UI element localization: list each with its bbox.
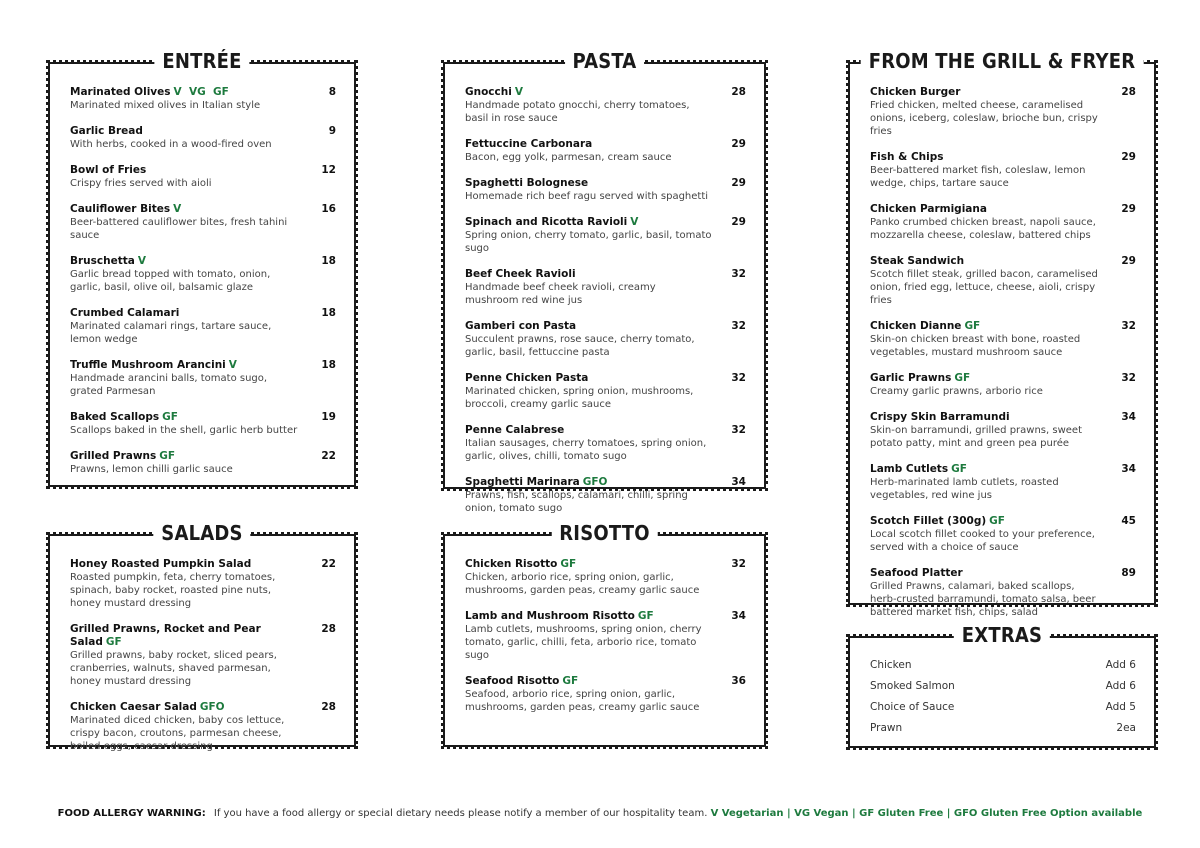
menu-item-title — [70, 701, 302, 714]
menu-item-title — [70, 359, 302, 372]
menu-item-description: Grilled Prawns, calamari, baked scallops, herb-crusted barramundi, tomato salsa, beer battered market fish, chips, salad — [870, 581, 1096, 618]
menu-item-name: Spaghetti Marinara — [465, 476, 580, 488]
menu-item-name: Bowl of Fries — [70, 164, 147, 176]
dietary-tag: V VG GF — [173, 86, 229, 98]
menu-item-name: Beef Cheek Ravioli — [465, 268, 576, 280]
menu-item-price: 32 — [1121, 320, 1136, 332]
menu-item-price: 12 — [321, 164, 336, 176]
menu-item-price: 22 — [321, 450, 336, 462]
menu-item-price: 18 — [321, 255, 336, 267]
menu-item-name: Chicken Burger — [870, 86, 961, 98]
menu-item — [870, 203, 1136, 242]
menu-item-title — [70, 558, 302, 571]
menu-item-description: Prawns, fish, scallops, calamari, chilli, spring onion, tomato sugo — [465, 490, 688, 514]
menu-item-title — [465, 320, 712, 333]
menu-item-name: Penne Chicken Pasta — [465, 372, 589, 384]
menu-item-price: 89 — [1121, 567, 1136, 579]
menu-item-description: Lamb cutlets, mushrooms, spring onion, cherry tomato, garlic, chilli, feta, arborio rice, tomato sugo — [465, 624, 702, 661]
menu-item-description: Handmade arancini balls, tomato sugo, grated Parmesan — [70, 373, 268, 397]
menu-item-description: Fried chicken, melted cheese, caramelised onions, iceberg, coleslaw, brioche bun, crispy fries — [870, 100, 1098, 137]
menu-item-name: Chicken Risotto — [465, 558, 558, 570]
menu-item-title — [870, 372, 1102, 385]
menu-item — [70, 450, 336, 476]
menu-item-title — [870, 255, 1102, 268]
menu-item-title — [465, 558, 712, 571]
dietary-legend: V Vegetarian | VG Vegan | GF Gluten Free | GFO Gluten Free Option available — [710, 808, 1143, 819]
menu-item — [70, 411, 336, 437]
menu-item-price: 34 — [1121, 463, 1136, 475]
risotto-items — [465, 558, 746, 727]
grill-items — [870, 86, 1136, 632]
menu-item-name: Seafood Risotto — [465, 675, 560, 687]
menu-item-title — [870, 203, 1102, 216]
menu-item-price: 28 — [321, 701, 336, 713]
menu-item-title — [870, 86, 1102, 99]
menu-item — [465, 320, 746, 359]
menu-item-name: Chicken Parmigiana — [870, 203, 987, 215]
menu-item — [465, 372, 746, 411]
extras-panel — [848, 623, 1156, 748]
menu-item-title — [870, 463, 1102, 476]
extra-price: Add 6 — [1105, 659, 1136, 671]
menu-item — [465, 177, 746, 203]
menu-item-price: 34 — [731, 610, 746, 622]
extras-row — [870, 679, 1136, 693]
menu-item-name: Spaghetti Bolognese — [465, 177, 589, 189]
menu-item-name: Marinated Olives — [70, 86, 171, 98]
menu-item-description: Spring onion, cherry tomato, garlic, basil, tomato sugo — [465, 230, 712, 254]
menu-item — [870, 86, 1136, 138]
menu-item-description: Scotch fillet steak, grilled bacon, caramelised onion, fried egg, lettuce, cheese, aioli, crispy fries — [870, 269, 1098, 306]
menu-item-name: Lamb and Mushroom Risotto — [465, 610, 635, 622]
menu-item-description: With herbs, cooked in a wood-fired oven — [70, 139, 272, 150]
dietary-tag: V — [514, 86, 523, 98]
menu-item — [465, 476, 746, 515]
menu-item-title — [870, 567, 1102, 580]
menu-item — [70, 558, 336, 610]
risotto-heading: RISOTTO — [551, 519, 658, 547]
menu-item-title — [870, 515, 1102, 528]
menu-item-title — [70, 623, 302, 649]
menu-item-title — [70, 255, 302, 268]
extra-price: 2ea — [1116, 722, 1136, 734]
menu-item — [870, 320, 1136, 359]
menu-item-title — [465, 675, 712, 688]
menu-item-price: 32 — [731, 558, 746, 570]
menu-item-title — [70, 411, 302, 424]
menu-item-price: 32 — [1121, 372, 1136, 384]
menu-item-description: Homemade rich beef ragu served with spaghetti — [465, 191, 709, 202]
menu-item-price: 34 — [731, 476, 746, 488]
dietary-tag: GFO — [199, 701, 225, 713]
entree-heading: ENTRÉE — [154, 47, 249, 75]
menu-item-price: 32 — [731, 424, 746, 436]
extra-name: Choice of Sauce — [870, 701, 955, 713]
menu-item-name: Garlic Bread — [70, 125, 143, 137]
menu-item-price: 29 — [1121, 203, 1136, 215]
dietary-tag: GF — [159, 450, 176, 462]
menu-item-price: 29 — [1121, 255, 1136, 267]
menu-item-name: Lamb Cutlets — [870, 463, 949, 475]
menu-item — [70, 164, 336, 190]
menu-item — [870, 463, 1136, 502]
menu-item-description: Roasted pumpkin, feta, cherry tomatoes, spinach, baby rocket, roasted pine nuts, honey mustard dressing — [70, 572, 276, 609]
menu-item — [465, 268, 746, 307]
menu-item-title — [465, 268, 712, 281]
menu-item-title — [70, 164, 302, 177]
extra-name: Smoked Salmon — [870, 680, 955, 692]
menu-item-description: Scallops baked in the shell, garlic herb butter — [70, 425, 298, 436]
menu-item-price: 9 — [328, 125, 336, 137]
menu-item-title — [70, 450, 302, 463]
menu-item-name: Truffle Mushroom Arancini — [70, 359, 226, 371]
dietary-tag: GF — [162, 411, 178, 423]
menu-item-description: Skin-on barramundi, grilled prawns, sweet potato patty, mint and green pea purée — [870, 425, 1082, 449]
menu-item-price: 22 — [321, 558, 336, 570]
menu-item-title — [465, 476, 712, 489]
menu-item-price: 36 — [731, 675, 746, 687]
salads-items — [70, 558, 336, 766]
entree-items — [70, 86, 336, 489]
menu-item-description: Creamy garlic prawns, arborio rice — [870, 386, 1043, 397]
menu-item-name: Baked Scallops — [70, 411, 160, 423]
dietary-tag: GF — [954, 372, 971, 384]
menu-item-description: Marinated chicken, spring onion, mushrooms, broccoli, creamy garlic sauce — [465, 386, 694, 410]
dietary-tag: V — [173, 203, 182, 215]
menu-item-price: 34 — [1121, 411, 1136, 423]
menu-item-price: 29 — [731, 138, 746, 150]
menu-item-name: Crumbed Calamari — [70, 307, 180, 319]
allergy-warning-label: FOOD ALLERGY WARNING: — [57, 808, 206, 819]
menu-item-price: 18 — [321, 359, 336, 371]
menu-item-name: Cauliflower Bites — [70, 203, 171, 215]
menu-item-name: Gamberi con Pasta — [465, 320, 577, 332]
menu-item — [465, 424, 746, 463]
extra-name: Chicken — [870, 659, 912, 671]
menu-item-name: Spinach and Ricotta Ravioli — [465, 216, 628, 228]
menu-item-price: 29 — [1121, 151, 1136, 163]
menu-item-price: 28 — [1121, 86, 1136, 98]
menu-item — [870, 411, 1136, 450]
menu-item-price: 32 — [731, 268, 746, 280]
extra-price: Add 6 — [1105, 680, 1136, 692]
menu-item-name: Grilled Prawns, Rocket and Pear Salad — [70, 623, 261, 648]
menu-item-description: Prawns, lemon chilli garlic sauce — [70, 464, 233, 475]
risotto-panel — [443, 521, 766, 747]
menu-item-price: 32 — [731, 372, 746, 384]
menu-item-name: Bruschetta — [70, 255, 135, 267]
menu-item — [70, 623, 336, 688]
menu-item-name: Garlic Prawns — [870, 372, 952, 384]
menu-item-price: 8 — [328, 86, 336, 98]
menu-item-name: Crispy Skin Barramundi — [870, 411, 1010, 423]
menu-item-description: Succulent prawns, rose sauce, cherry tomato, garlic, basil, fettuccine pasta — [465, 334, 695, 358]
menu-item-description: Handmade potato gnocchi, cherry tomatoes, basil in rose sauce — [465, 100, 690, 124]
menu-item — [465, 86, 746, 125]
extras-heading: EXTRAS — [954, 621, 1050, 649]
menu-item-description: Skin-on chicken breast with bone, roasted vegetables, mustard mushroom sauce — [870, 334, 1081, 358]
dietary-tag: GF — [964, 320, 981, 332]
menu-item-title — [870, 320, 1102, 333]
menu-item-name: Chicken Dianne — [870, 320, 962, 332]
menu-item-name: Grilled Prawns — [70, 450, 157, 462]
dietary-tag: GF — [560, 558, 577, 570]
extras-row — [870, 700, 1136, 714]
menu-item — [870, 372, 1136, 398]
menu-item-name: Fish & Chips — [870, 151, 944, 163]
menu-item — [870, 255, 1136, 307]
grill-panel — [848, 49, 1156, 618]
menu-item-title — [70, 86, 302, 99]
menu-item-price: 28 — [321, 623, 336, 635]
salads-heading: SALADS — [153, 519, 250, 547]
menu-item-description: Herb-marinated lamb cutlets, roasted vegetables, red wine jus — [870, 477, 1059, 501]
pasta-heading: PASTA — [565, 47, 645, 75]
menu-item — [70, 255, 336, 294]
menu-item-name: Honey Roasted Pumpkin Salad — [70, 558, 252, 570]
menu-item-title — [465, 216, 712, 229]
menu-item-title — [465, 177, 712, 190]
menu-item-description: Seafood, arborio rice, spring onion, garlic, mushrooms, garden peas, creamy garlic sauce — [465, 689, 700, 713]
menu-item-price: 16 — [321, 203, 336, 215]
menu-item — [870, 151, 1136, 190]
dietary-tag: GFO — [582, 476, 608, 488]
menu-item-description: Beer-battered cauliflower bites, fresh tahini sauce — [70, 217, 288, 241]
menu-item — [70, 86, 336, 112]
menu-item-name: Steak Sandwich — [870, 255, 965, 267]
menu-item — [465, 558, 746, 597]
dietary-tag: GF — [105, 636, 122, 648]
menu-item-title — [70, 125, 302, 138]
dietary-tag: V — [137, 255, 146, 267]
extra-name: Prawn — [870, 722, 903, 734]
menu-item-title — [870, 151, 1102, 164]
menu-item-name: Chicken Caesar Salad — [70, 701, 197, 713]
allergy-warning-text: If you have a food allergy or special dietary needs please notify a member of our hospitality team. — [213, 808, 708, 819]
menu-item-title — [70, 203, 302, 216]
menu-item-price: 29 — [731, 177, 746, 189]
menu-item-name: Penne Calabrese — [465, 424, 565, 436]
pasta-panel — [443, 49, 766, 514]
menu-item-description: Marinated calamari rings, tartare sauce, lemon wedge — [70, 321, 272, 345]
allergy-footer — [0, 808, 1200, 819]
menu-item-price: 19 — [321, 411, 336, 423]
menu-item — [70, 125, 336, 151]
menu-item-description: Crispy fries served with aioli — [70, 178, 212, 189]
menu-item-description: Panko crumbed chicken breast, napoli sauce, mozzarella cheese, coleslaw, battered chips — [870, 217, 1096, 241]
menu-item-price: 28 — [731, 86, 746, 98]
menu-item — [70, 203, 336, 242]
dietary-tag: GF — [951, 463, 967, 475]
menu-item-description: Garlic bread topped with tomato, onion, garlic, basil, olive oil, balsamic glaze — [70, 269, 271, 293]
menu-item-description: Beer-battered market fish, coleslaw, lemon wedge, chips, tartare sauce — [870, 165, 1086, 189]
dietary-tag: GF — [637, 610, 654, 622]
menu-item-title — [465, 372, 712, 385]
menu-item-price: 32 — [731, 320, 746, 332]
menu-item-title — [70, 307, 302, 320]
menu-item — [870, 515, 1136, 554]
dietary-tag: V — [228, 359, 237, 371]
menu-item — [465, 138, 746, 164]
menu-item-title — [465, 424, 712, 437]
menu-item — [70, 307, 336, 346]
menu-item — [870, 567, 1136, 619]
menu-item — [465, 216, 746, 255]
menu-item-name: Fettuccine Carbonara — [465, 138, 593, 150]
extras-row — [870, 658, 1136, 672]
menu-item-description: Italian sausages, cherry tomatoes, spring onion, garlic, olives, chilli, tomato sugo — [465, 438, 707, 462]
dietary-tag: V — [630, 216, 639, 228]
menu-item-price: 18 — [321, 307, 336, 319]
menu-item-price: 29 — [731, 216, 746, 228]
menu-item-description: Marinated diced chicken, baby cos lettuce, crispy bacon, croutons, parmesan cheese, boiled eggs, caesar dressing — [70, 715, 285, 752]
menu-item-description: Local scotch fillet cooked to your preference, served with a choice of sauce — [870, 529, 1095, 553]
menu-item-description: Bacon, egg yolk, parmesan, cream sauce — [465, 152, 672, 163]
menu-item — [465, 610, 746, 662]
extras-row — [870, 721, 1136, 735]
menu-item-title — [465, 138, 712, 151]
menu-item-title — [465, 86, 712, 99]
menu-item-name: Seafood Platter — [870, 567, 963, 579]
menu-item-name: Scotch Fillet (300g) — [870, 515, 987, 527]
menu-item-description: Marinated mixed olives in Italian style — [70, 100, 261, 111]
pasta-items — [465, 86, 746, 528]
entree-panel — [48, 49, 356, 487]
menu-item-price: 45 — [1121, 515, 1136, 527]
menu-item-description: Chicken, arborio rice, spring onion, garlic, mushrooms, garden peas, creamy garlic sauce — [465, 572, 700, 596]
extras-items — [870, 658, 1136, 742]
menu-item-name: Gnocchi — [465, 86, 512, 98]
extra-price: Add 5 — [1105, 701, 1136, 713]
menu-item-description: Handmade beef cheek ravioli, creamy mushroom red wine jus — [465, 282, 656, 306]
menu-item-title — [465, 610, 712, 623]
menu-item — [70, 359, 336, 398]
salads-panel — [48, 521, 356, 752]
dietary-tag: GF — [989, 515, 1005, 527]
menu-item — [70, 701, 336, 753]
menu-item-title — [870, 411, 1102, 424]
menu-item-description: Grilled prawns, baby rocket, sliced pears, cranberries, walnuts, shaved parmesan, honey mustard dressing — [70, 650, 277, 687]
menu-item — [465, 675, 746, 714]
dietary-tag: GF — [562, 675, 579, 687]
grill-heading: FROM THE GRILL & FRYER — [861, 47, 1144, 75]
